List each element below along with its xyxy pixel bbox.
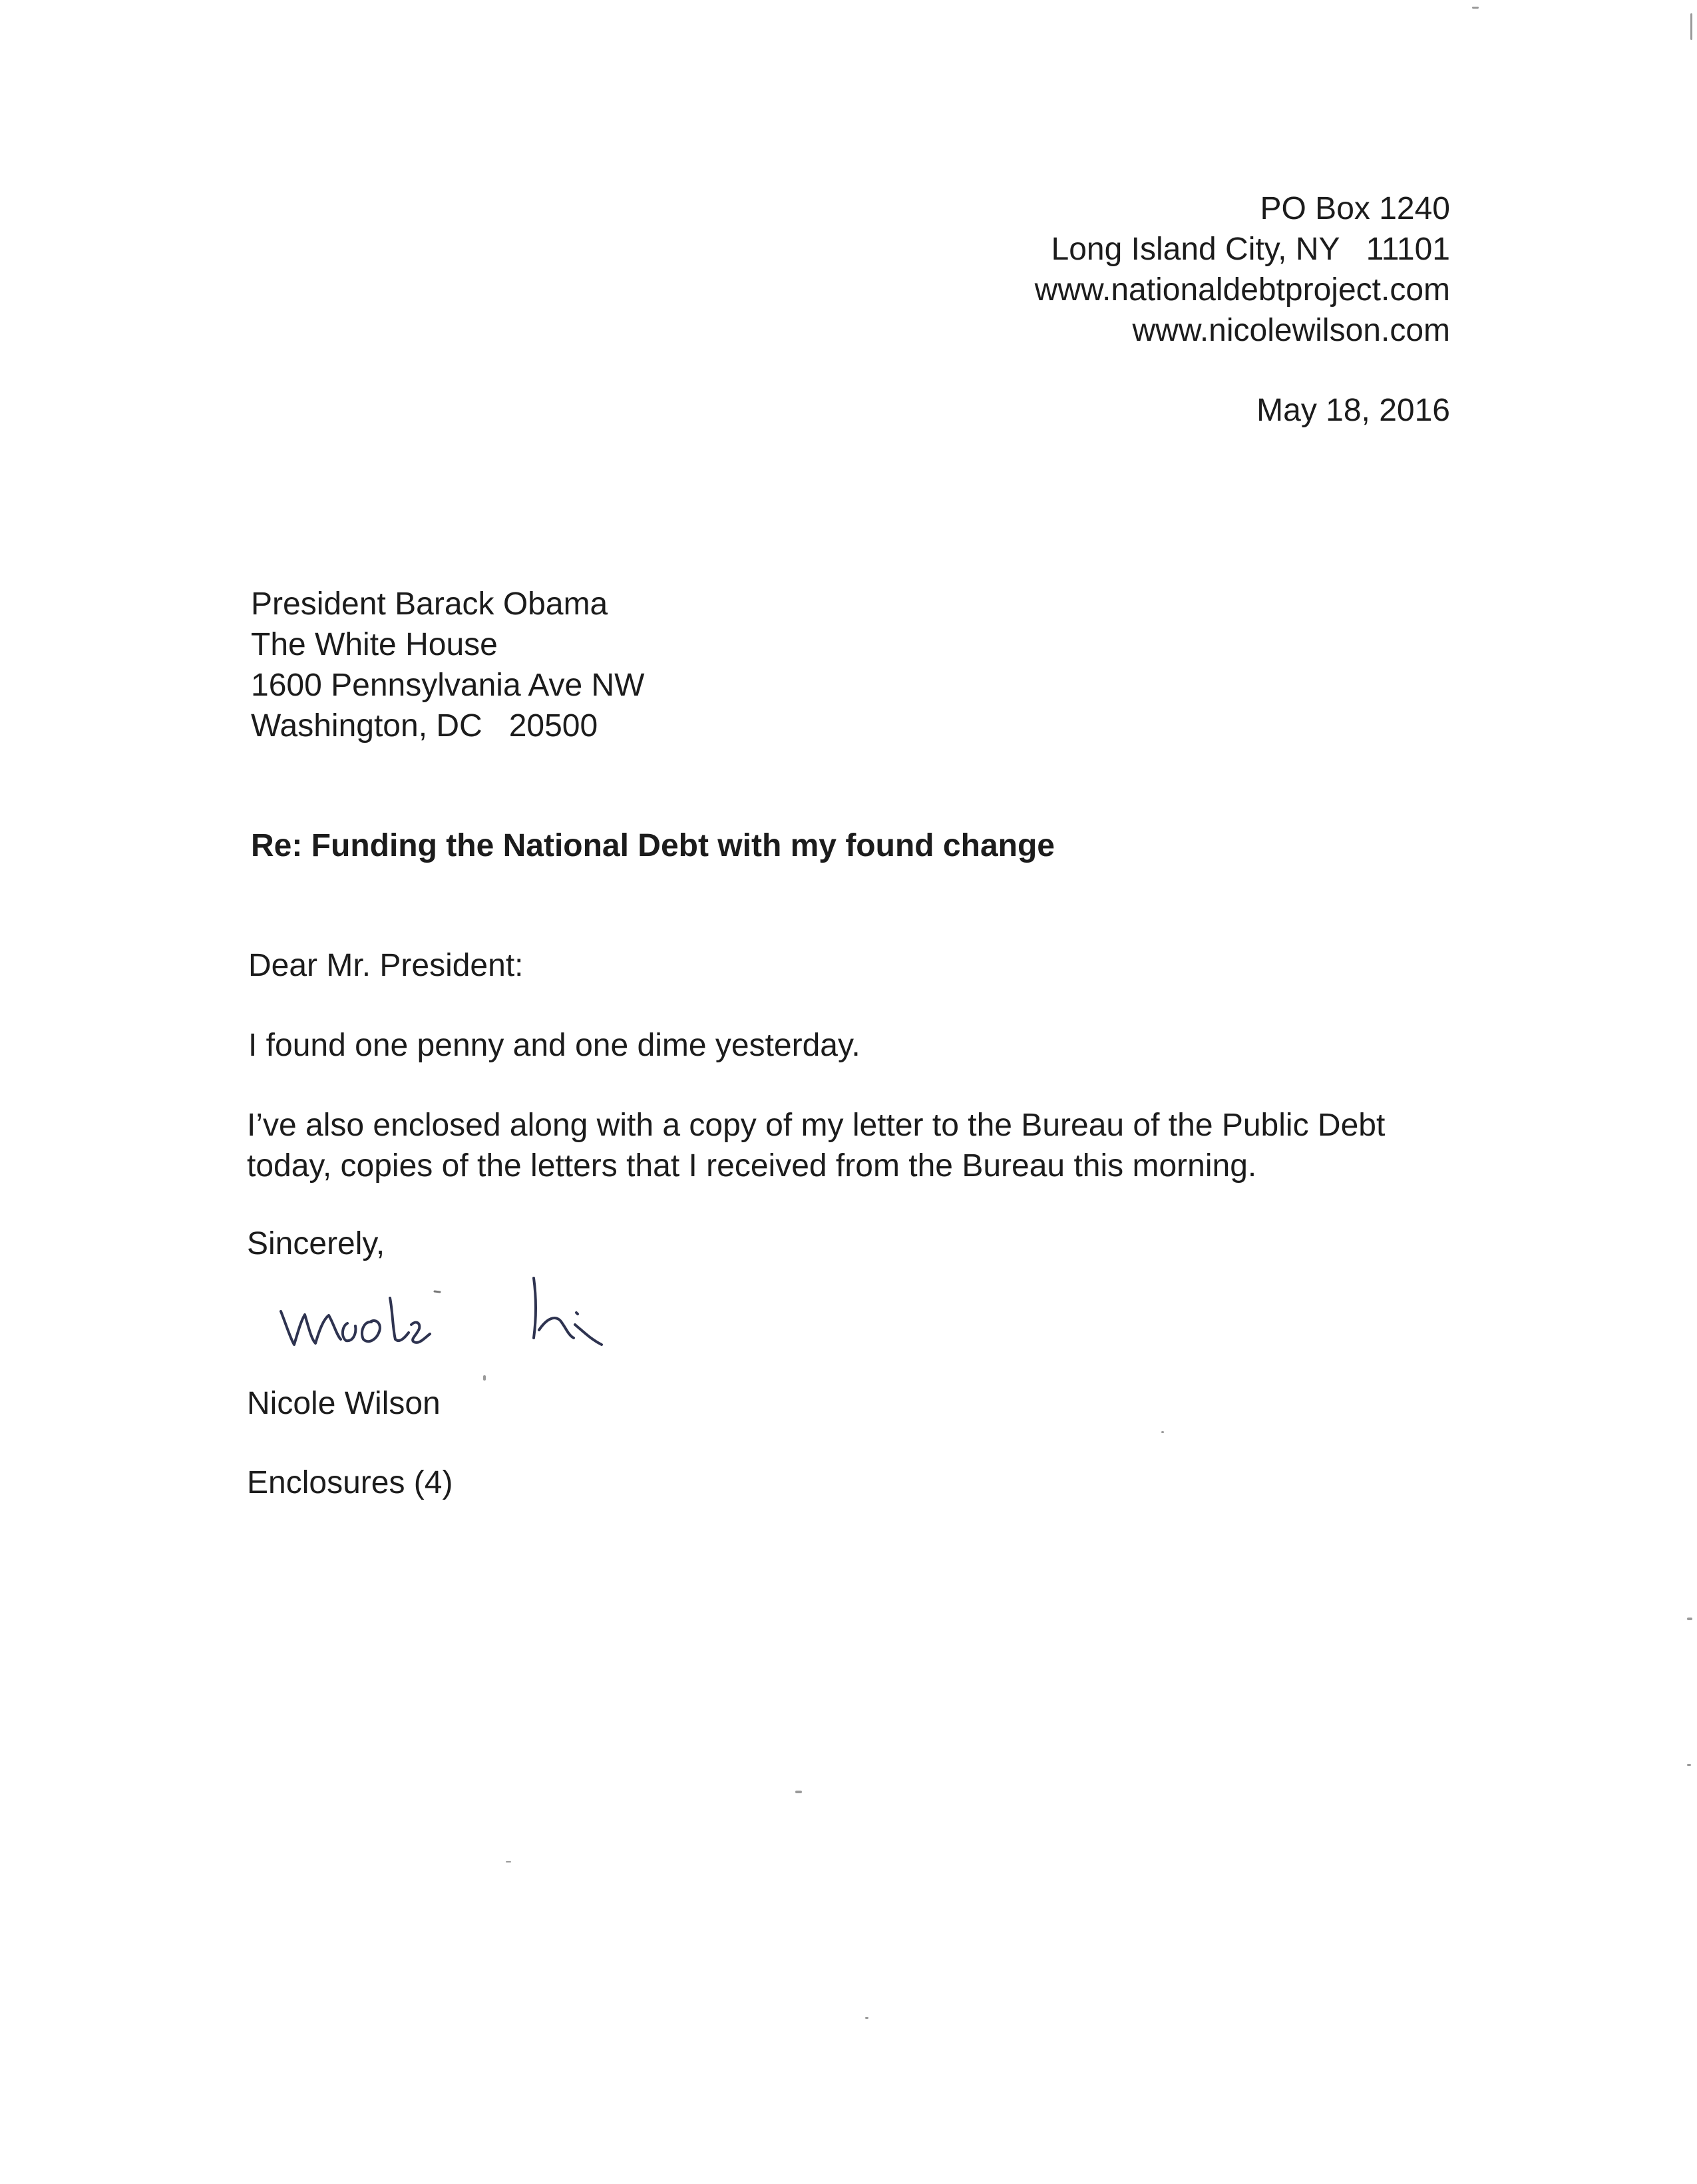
- recipient-name: President Barack Obama: [251, 586, 608, 622]
- body-paragraph-2-line2: today, copies of the letters that I received from the Bureau this morning.: [247, 1148, 1257, 1184]
- scan-speck: [1472, 7, 1479, 9]
- scan-speck: [1690, 13, 1692, 40]
- scan-speck: [506, 1861, 511, 1862]
- letter-date: May 18, 2016: [1256, 393, 1450, 428]
- sender-website1: www.nationaldebtproject.com: [1034, 272, 1450, 308]
- recipient-city: Washington, DC 20500: [251, 708, 598, 744]
- sender-website2: www.nicolewilson.com: [1132, 313, 1450, 348]
- subject-line: Re: Funding the National Debt with my found change: [251, 828, 1055, 863]
- sender-address-line1: PO Box 1240: [1260, 191, 1450, 226]
- sender-address-line2: Long Island City, NY 11101: [1051, 232, 1450, 267]
- body-paragraph-2: [247, 1105, 1498, 1186]
- recipient-street: 1600 Pennsylvania Ave NW: [251, 668, 645, 703]
- salutation: Dear Mr. President:: [248, 948, 524, 983]
- scan-speck: [1161, 1431, 1164, 1433]
- body-paragraph-1: I found one penny and one dime yesterday.: [248, 1028, 860, 1063]
- closing: Sincerely,: [247, 1226, 385, 1261]
- recipient-address-block: [251, 584, 644, 746]
- sender-address-block: [1035, 188, 1450, 351]
- recipient-org: The White House: [251, 627, 498, 662]
- scan-speck: [865, 2017, 868, 2019]
- body-paragraph-2-line1: I’ve also enclosed along with a copy of my letter to the Bureau of the Public Debt: [247, 1108, 1386, 1143]
- scan-speck: [483, 1375, 486, 1381]
- scan-speck: [795, 1791, 802, 1793]
- enclosures-note: Enclosures (4): [247, 1465, 453, 1500]
- scan-speck: [1687, 1618, 1692, 1620]
- scan-speck: [1687, 1764, 1691, 1766]
- handwritten-signature: [273, 1251, 652, 1358]
- signer-name: Nicole Wilson: [247, 1386, 441, 1421]
